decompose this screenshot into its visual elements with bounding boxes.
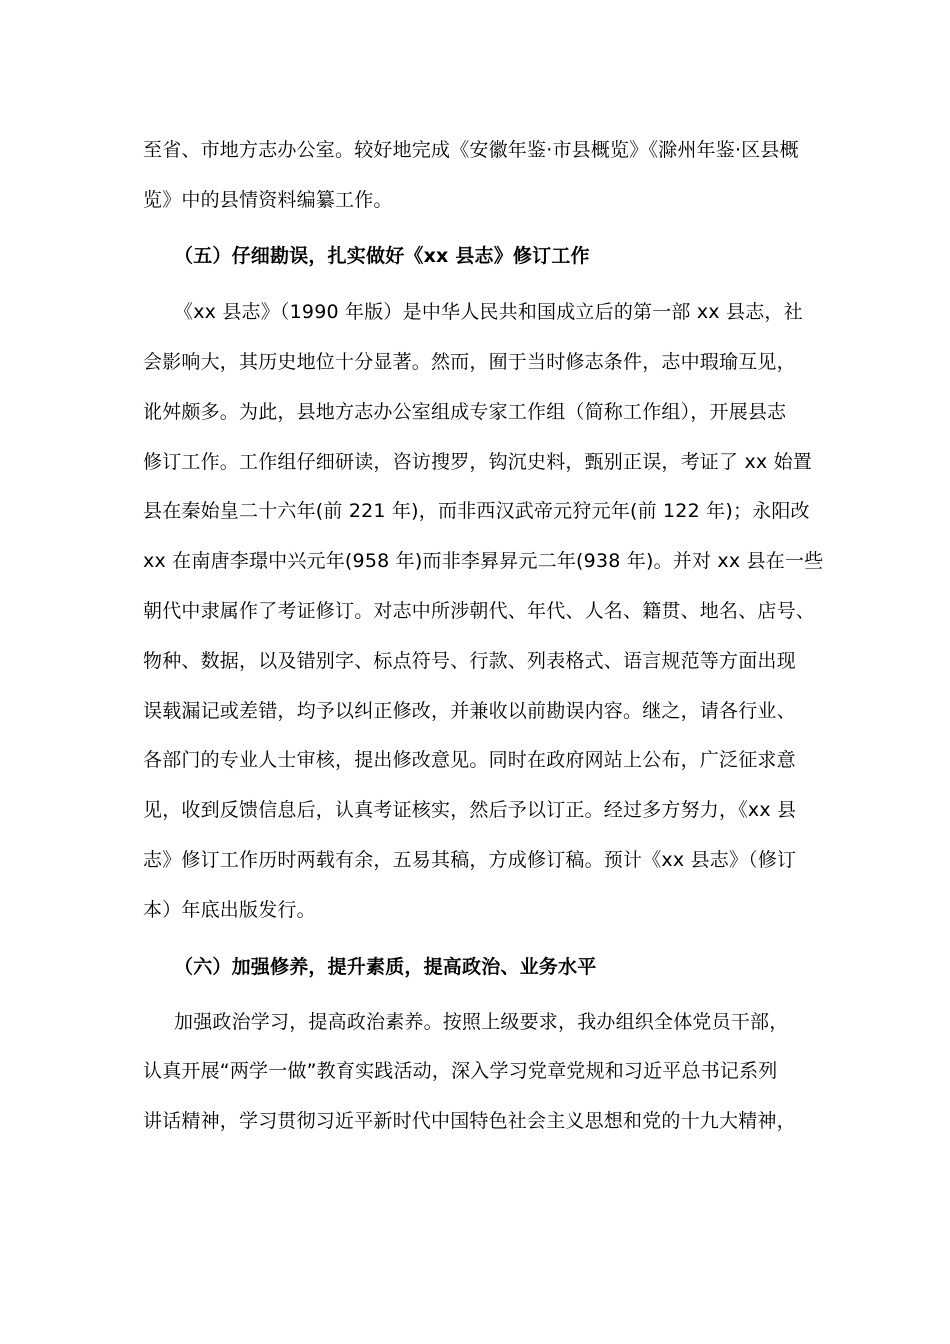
paragraph-line: 至省、市地方志办公室。较好地完成《安徽年鉴·市县概览》《滁州年鉴·区县概 [143,139,799,161]
paragraph-line: 加强政治学习，提高政治素养。按照上级要求，我办组织全体党员干部， [174,1011,789,1033]
section-heading-5: （五）仔细勘误，扎实做好《xx 县志》修订工作 [174,245,590,267]
paragraph-line: 本）年底出版发行。 [143,899,316,921]
section-heading-6: （六）加强修养，提升素质，提高政治、业务水平 [174,956,597,978]
paragraph-line: 见，收到反馈信息后，认真考证核实，然后予以订正。经过多方努力，《xx 县 [143,799,797,821]
paragraph-line: 修订工作。工作组仔细研读，咨访搜罗，钩沉史料，甄别正误，考证了 xx 始置 [143,451,812,473]
paragraph-line: 认真开展“两学一做”教育实践活动，深入学习党章党规和习近平总书记系列 [143,1060,778,1082]
paragraph-line: 误载漏记或差错，均予以纠正修改，并兼收以前勘误内容。继之，请各行业、 [143,700,796,722]
paragraph-line: 《xx 县志》（1990 年版）是中华人民共和国成立后的第一部 xx 县志，社 [174,301,803,323]
paragraph-line: 志》修订工作历时两载有余，五易其稿，方成修订稿。预计《xx 县志》（修订 [143,849,797,871]
paragraph-line: 讹舛颇多。为此，县地方志办公室组成专家工作组（简称工作组），开展县志 [143,401,787,423]
paragraph-line: 会影响大，其历史地位十分显著。然而，囿于当时修志条件，志中瑕瑜互见， [143,351,796,373]
paragraph-line: 讲话精神，学习贯彻习近平新时代中国特色社会主义思想和党的十九大精神， [143,1110,796,1132]
paragraph-line: 各部门的专业人士审核，提出修改意见。同时在政府网站上公布，广泛征求意 [143,749,796,771]
paragraph-line: 朝代中隶属作了考证修订。对志中所涉朝代、年代、人名、籍贯、地名、店号、 [143,600,816,622]
paragraph-line: xx 在南唐李璟中兴元年(958 年)而非李昪昇元二年(938 年)。并对 xx 县在一些 [143,550,824,572]
paragraph-line: 县在秦始皇二十六年(前 221 年)，而非西汉武帝元狩元年(前 122 年)；永阳改 [143,500,810,522]
paragraph-line: 览》中的县情资料编纂工作。 [143,189,393,211]
paragraph-line: 物种、数据，以及错别字、标点符号、行款、列表格式、语言规范等方面出现 [143,650,796,672]
